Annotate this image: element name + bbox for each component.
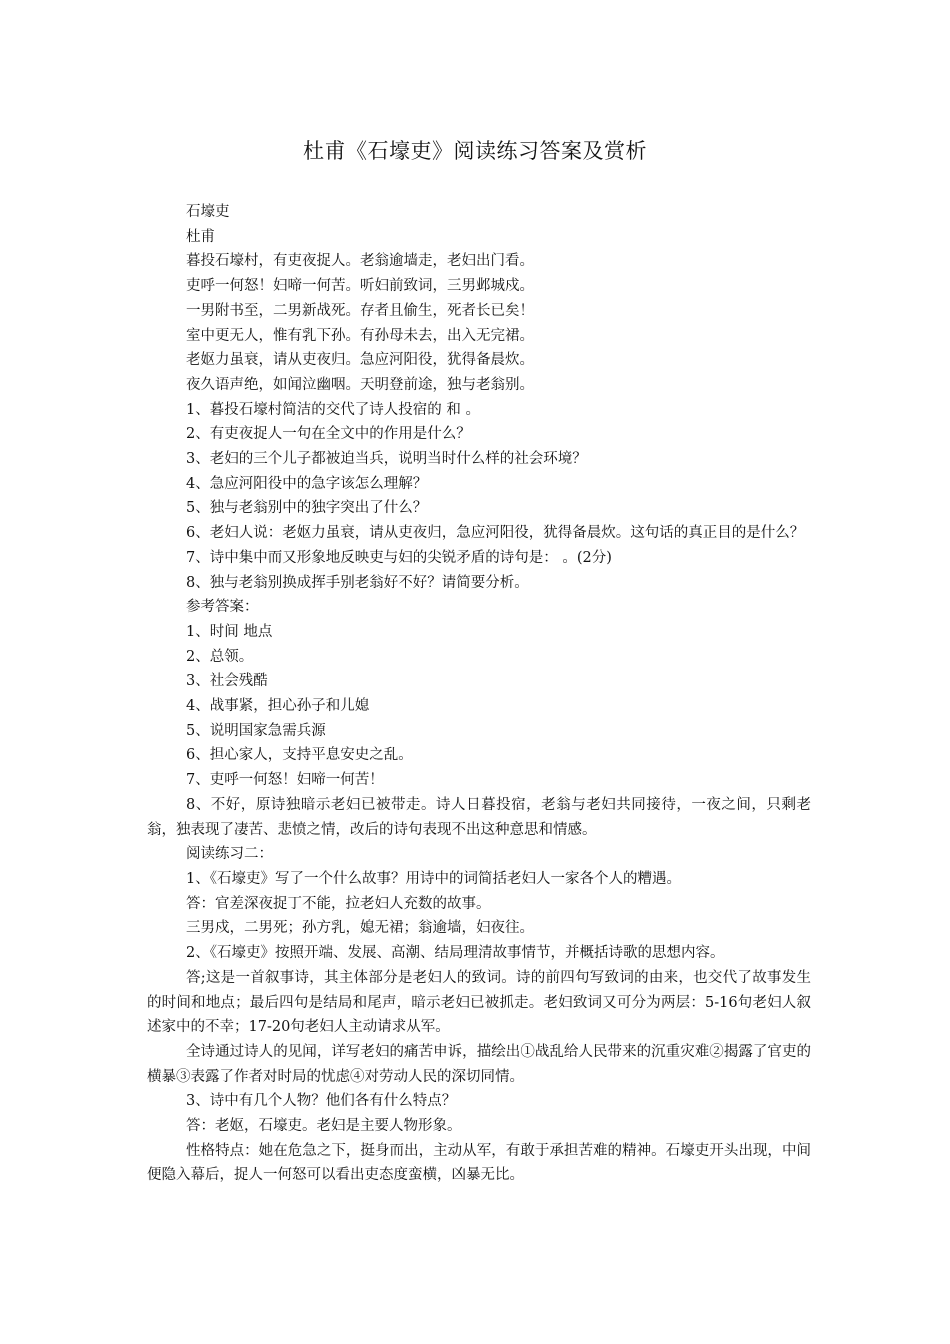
answer-item: 4、战事紧，担心孙子和儿媳 <box>186 698 370 715</box>
answer-item: 5、说明国家急需兵源 <box>186 722 326 739</box>
answer-item: 8、不好，原诗独暗示老妇已被带走。诗人日暮投宿，老翁与老妇共同接待，一夜之间，只剩老翁，独表现了凄苦、悲愤之情，改后的诗句表现不出这种意思和情感。 <box>147 796 811 838</box>
question-item: 6、老妇人说：老妪力虽衰，请从吏夜归，急应河阳役，犹得备晨炊。这句话的真正目的是什么？ <box>186 525 805 542</box>
question-item: 3、诗中有几个人物？他们各有什么特点？ <box>186 1093 457 1110</box>
answer-item: 3、社会残酷 <box>186 673 268 690</box>
answer-item: 答：官差深夜捉丁不能，拉老妇人充数的故事。 <box>186 895 491 912</box>
document-body <box>147 200 811 1188</box>
poem-line: 暮投石壕村，有吏夜捉人。老翁逾墙走，老妇出门看。 <box>186 253 534 270</box>
answer-item: 1、时间 地点 <box>186 623 273 640</box>
question-item: 7、诗中集中而又形象地反映吏与妇的尖锐矛盾的诗句是： 。(2分) <box>186 549 612 566</box>
answer-item: 答：老妪，石壕吏。老妇是主要人物形象。 <box>186 1118 462 1135</box>
answer-item: 性格特点：她在危急之下，挺身而出，主动从军，有敢于承担苦难的精神。石壕吏开头出现，中间便隐入幕后，捉人一何怒可以看出吏态度蛮横，凶暴无比。 <box>147 1142 811 1184</box>
poem-author: 杜甫 <box>186 228 215 245</box>
answer-item: 7、吏呼一何怒！妇啼一何苦！ <box>186 772 384 789</box>
poem-line: 老妪力虽衰，请从吏夜归。急应河阳役，犹得备晨炊。 <box>186 352 534 369</box>
answer-item: 2、总领。 <box>186 648 254 665</box>
section-heading: 参考答案： <box>186 599 259 616</box>
question-item: 2、有吏夜捉人一句在全文中的作用是什么？ <box>186 426 471 443</box>
poem-line: 一男附书至，二男新战死。存者且偷生，死者长已矣！ <box>186 302 534 319</box>
answer-item: 6、担心家人，支持平息安史之乱。 <box>186 747 413 764</box>
poem-line: 室中更无人，惟有乳下孙。有孙母未去，出入无完裙。 <box>186 327 534 344</box>
section-heading: 阅读练习二： <box>186 846 273 863</box>
poem-line: 夜久语声绝，如闻泣幽咽。天明登前途，独与老翁别。 <box>186 376 534 393</box>
poem-line: 吏呼一何怒！妇啼一何苦。听妇前致词，三男邺城戍。 <box>186 278 534 295</box>
question-item: 8、独与老翁别换成挥手别老翁好不好？请简要分析。 <box>186 574 529 591</box>
question-item: 1、《石壕吏》写了一个什么故事？用诗中的词简括老妇人一家各个人的糟遇。 <box>186 870 681 887</box>
answer-item: 答;这是一首叙事诗，其主体部分是老妇人的致词。诗的前四句写致词的由来，也交代了故事发生的时间和地点；最后四句是结局和尾声，暗示老妇已被抓走。老妇致词又可分为两层：5-16句老妇人叙述家中的不幸；17-20句老妇人主动请求从军。 <box>147 969 811 1036</box>
question-item: 4、急应河阳役中的急字该怎么理解？ <box>186 475 428 492</box>
question-item: 3、老妇的三个儿子都被迫当兵，说明当时什么样的社会环境？ <box>186 451 587 468</box>
question-item: 1、暮投石壕村简洁的交代了诗人投宿的 和 。 <box>186 401 480 418</box>
answer-item: 全诗通过诗人的见闻，详写老妇的痛苦申诉，描绘出①战乱给人民带来的沉重灾难②揭露了官吏的横暴③表露了作者对时局的忧虑④对劳动人民的深切同情。 <box>147 1043 811 1085</box>
document-title: 杜甫《石壕吏》阅读练习答案及赏析 <box>303 139 647 163</box>
poem-title: 石壕吏 <box>186 204 230 220</box>
question-item: 5、独与老翁别中的独字突出了什么？ <box>186 500 428 517</box>
question-item: 2、《石壕吏》按照开端、发展、高潮、结局理清故事情节，并概括诗歌的思想内容。 <box>186 945 725 962</box>
answer-item: 三男戍，二男死；孙方乳，媳无裙；翁逾墙，妇夜往。 <box>186 920 534 937</box>
